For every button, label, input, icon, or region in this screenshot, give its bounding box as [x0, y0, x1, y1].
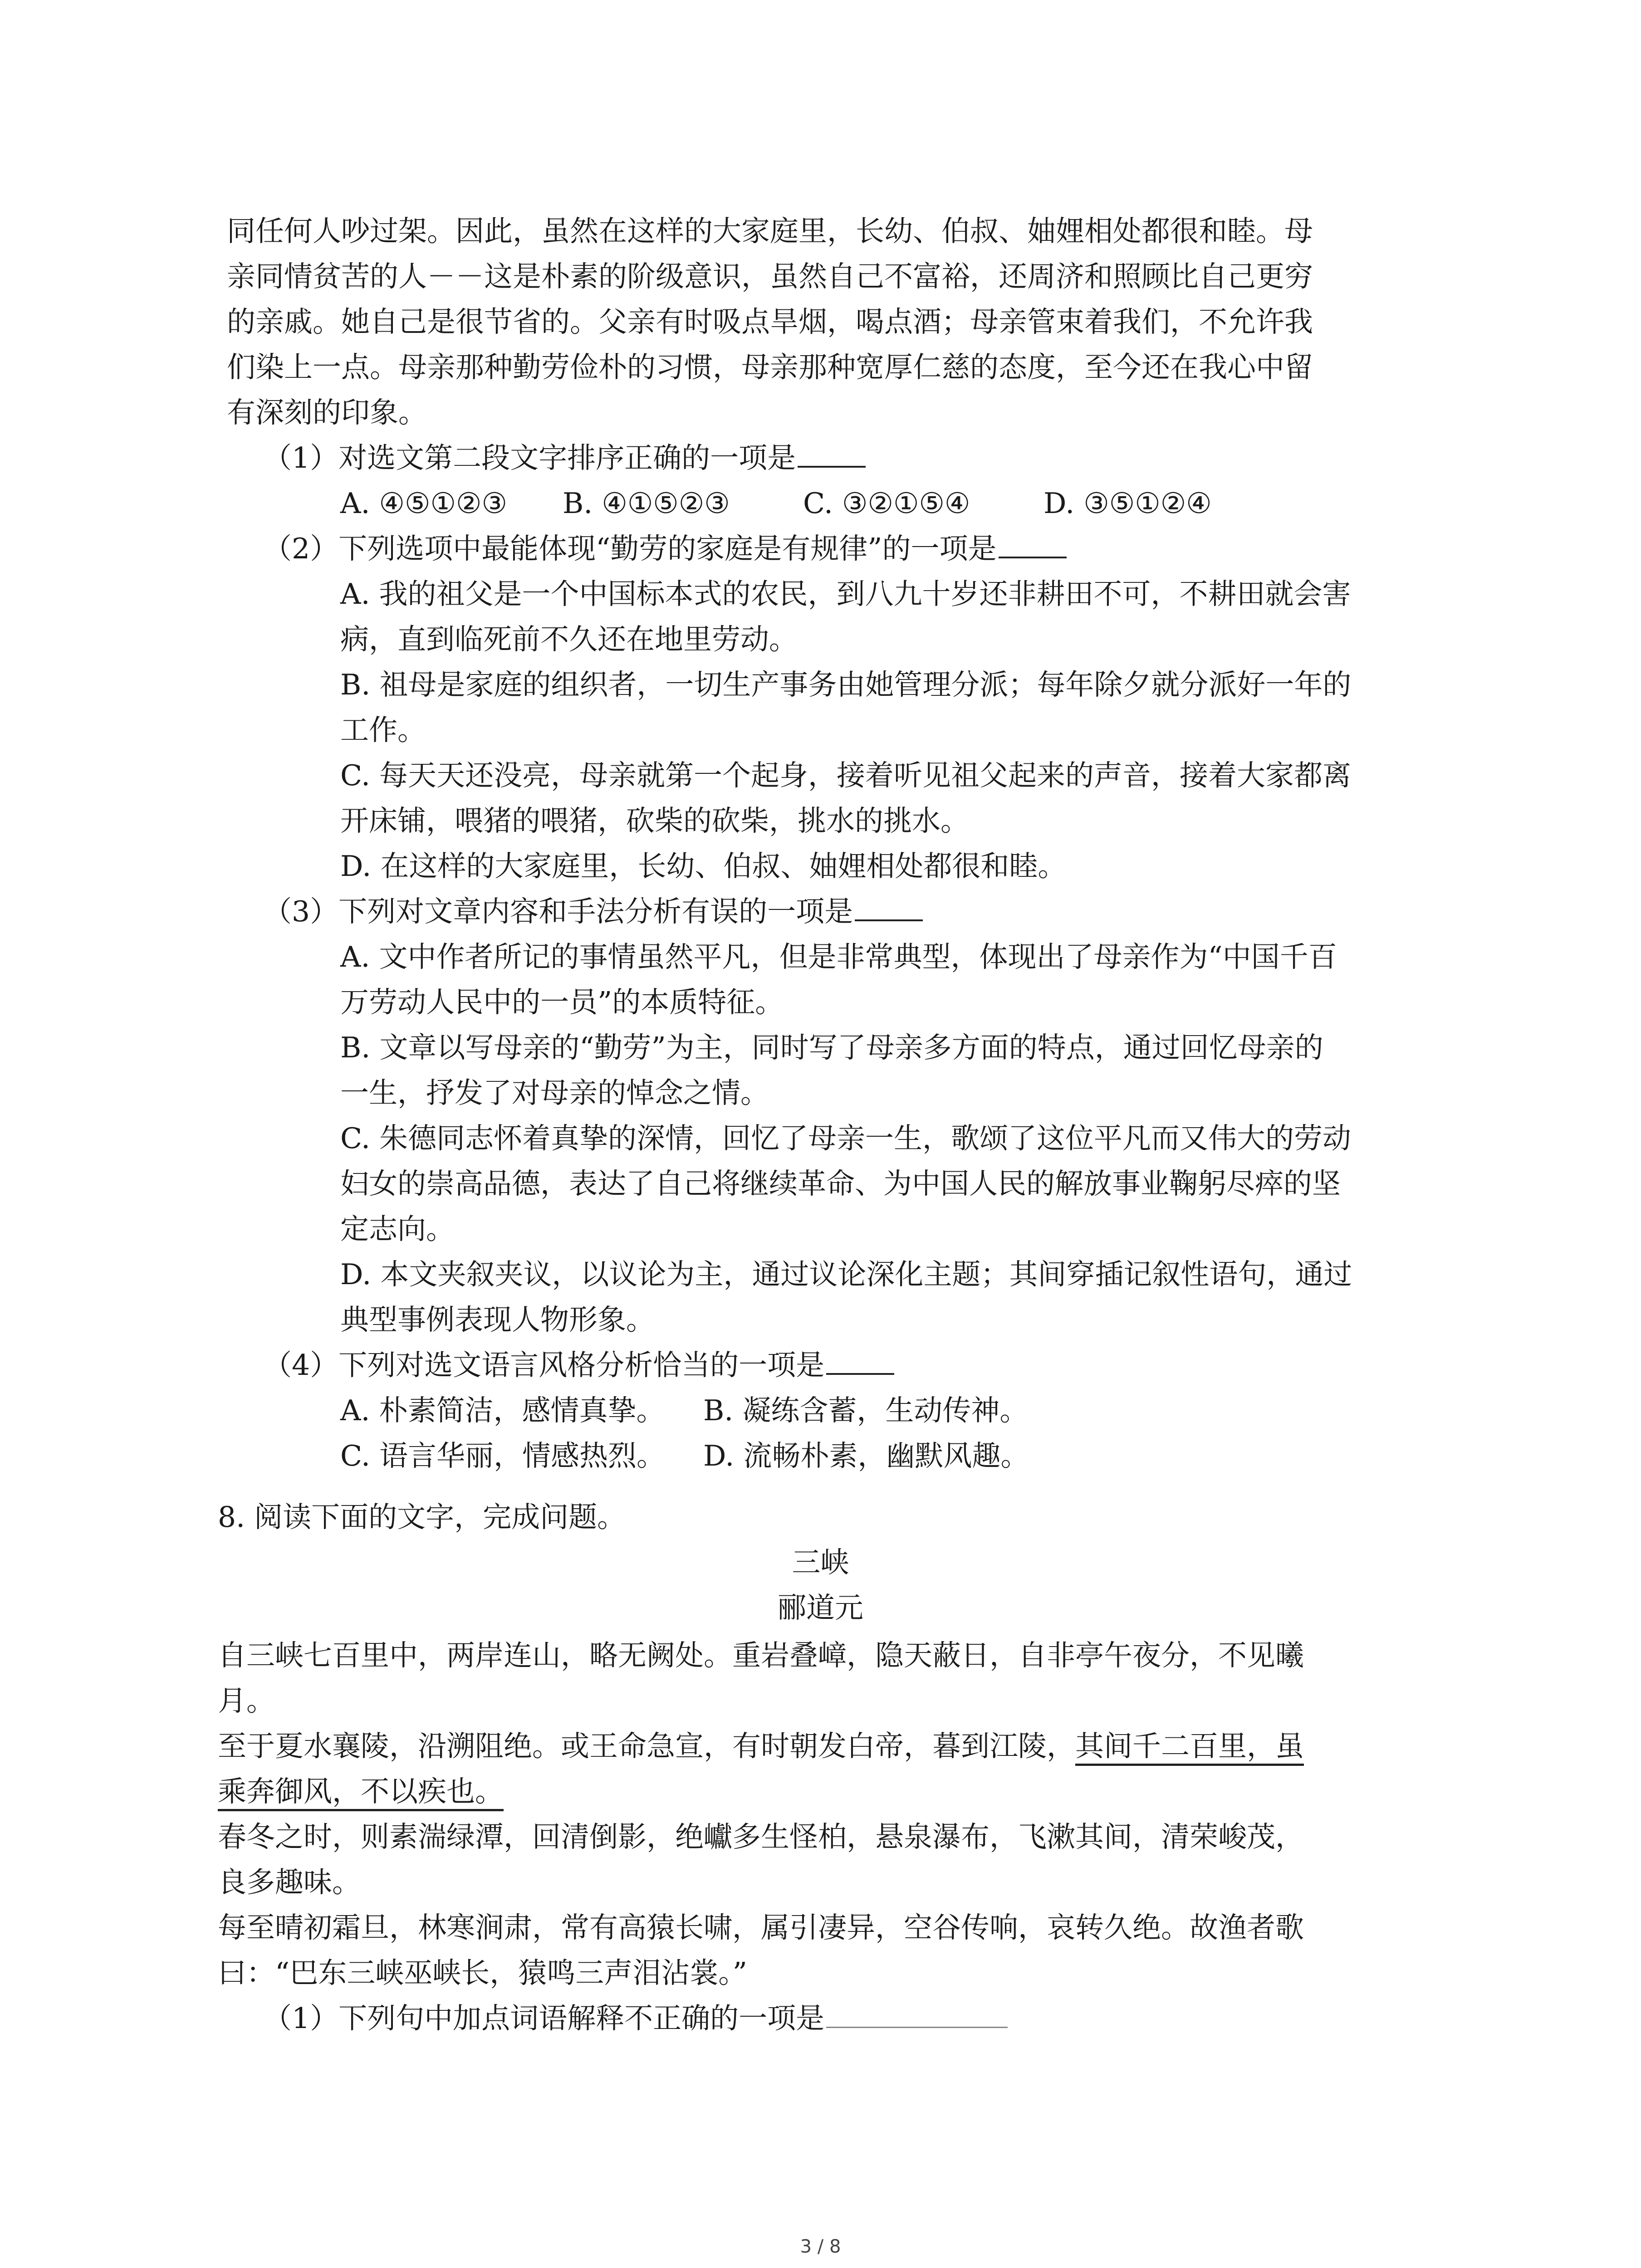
- option-a: A. 朴素简洁，感情真挚。: [340, 1394, 665, 1427]
- option-b: B. 凝练含蓄，生动传神。: [703, 1394, 1029, 1427]
- option-line: 典型事例表现人物形象。: [340, 1303, 655, 1336]
- answer-blank[interactable]: [999, 533, 1067, 558]
- option-line: C. 每天天还没亮，母亲就第一个起身，接着听见祖父起来的声音，接着大家都离: [340, 759, 1352, 792]
- answer-blank[interactable]: [826, 1349, 894, 1375]
- question-7-2: [263, 531, 1067, 567]
- question-stem: （3）下列对文章内容和手法分析有误的一项是: [263, 895, 853, 928]
- passage-line: 曰：“巴东三峡巫峡长，猿鸣三声泪沾裳。”: [218, 1956, 747, 1989]
- option-line: 妇女的崇高品德，表达了自己将继续革命、为中国人民的解放事业鞠躬尽瘁的坚: [340, 1167, 1341, 1200]
- option-line: A. 我的祖父是一个中国标本式的农民，到八九十岁还非耕田不可，不耕田就会害: [340, 577, 1351, 611]
- passage-line: 自三峡七百里中，两岸连山，略无阙处。重岩叠嶂，隐天蔽日，自非亭午夜分，不见曦: [218, 1639, 1304, 1672]
- option-line: D. 在这样的大家庭里，长幼、伯叔、妯娌相处都很和睦。: [340, 850, 1067, 883]
- underlined-sentence: 其间千二百里，虽: [1075, 1730, 1304, 1766]
- passage-line: 有深刻的印象。: [227, 396, 427, 429]
- question-stem: （1）下列句中加点词语解释不正确的一项是: [263, 2002, 825, 2035]
- passage-line: [218, 1774, 504, 1810]
- option-line: 开床铺，喂猪的喂猪，砍柴的砍柴，挑水的挑水。: [340, 804, 969, 837]
- option-line: B. 祖母是家庭的组织者，一切生产事务由她管理分派；每年除夕就分派好一年的: [340, 668, 1352, 701]
- option-b: B. ④①⑤②③: [563, 487, 730, 520]
- option-line: 工作。: [340, 714, 426, 747]
- passage-line: 们染上一点。母亲那种勤劳俭朴的习惯，母亲那种宽厚仁慈的态度，至今还在我心中留: [227, 351, 1313, 384]
- passage-line: 春冬之时，则素湍绿潭，回清倒影，绝巘多生怪柏，悬泉瀑布，飞漱其间，清荣峻茂，: [218, 1820, 1304, 1853]
- passage-line: 亲同情贫苦的人－－这是朴素的阶级意识，虽然自己不富裕，还周济和照顾比自己更穷: [227, 260, 1313, 293]
- question-8-1: [263, 2000, 1008, 2037]
- question-stem: （1）对选文第二段文字排序正确的一项是: [263, 441, 796, 474]
- option-d: D. 流畅朴素，幽默风趣。: [703, 1439, 1029, 1472]
- passage-author: 郦道元: [778, 1591, 863, 1624]
- option-line: 病，直到临死前不久还在地里劳动。: [340, 623, 798, 656]
- option-d: D. ③⑤①②④: [1043, 487, 1212, 520]
- option-line: 定志向。: [340, 1212, 455, 1246]
- answer-blank[interactable]: [826, 2003, 1008, 2028]
- option-line: D. 本文夹叙夹议，以议论为主，通过议论深化主题；其间穿插记叙性语句，通过: [340, 1258, 1352, 1291]
- question-8-intro: 8. 阅读下面的文字，完成问题。: [218, 1501, 626, 1534]
- passage-line: 同任何人吵过架。因此，虽然在这样的大家庭里，长幼、伯叔、妯娌相处都很和睦。母: [227, 215, 1313, 248]
- option-line: C. 朱德同志怀着真挚的深情，回忆了母亲一生，歌颂了这位平凡而又伟大的劳动: [340, 1122, 1352, 1155]
- option-line: B. 文章以写母亲的“勤劳”为主，同时写了母亲多方面的特点，通过回忆母亲的: [340, 1031, 1323, 1064]
- answer-blank[interactable]: [798, 442, 866, 468]
- options-row: [340, 485, 1212, 522]
- question-stem: （4）下列对选文语言风格分析恰当的一项是: [263, 1349, 825, 1382]
- question-7-3: [263, 894, 923, 930]
- passage-line: 的亲戚。她自己是很节省的。父亲有时吸点旱烟，喝点酒；母亲管束着我们，不允许我: [227, 305, 1313, 338]
- option-a: A. ④⑤①②③: [340, 487, 507, 520]
- option-line: A. 文中作者所记的事情虽然平凡，但是非常典型，体现出了母亲作为“中国千百: [340, 940, 1337, 973]
- passage-line: 良多趣味。: [218, 1866, 361, 1899]
- passage-line: 每至晴初霜旦，林寒涧肃，常有高猿长啸，属引凄异，空谷传响，哀转久绝。故渔者歌: [218, 1911, 1304, 1944]
- passage-line: 月。: [218, 1684, 275, 1717]
- options-row: [340, 1393, 1028, 1429]
- option-line: 一生，抒发了对母亲的悼念之情。: [340, 1076, 769, 1110]
- passage-text: 至于夏水襄陵，沿溯阻绝。或王命急宣，有时朝发白帝，暮到江陵，: [218, 1730, 1075, 1763]
- answer-blank[interactable]: [855, 896, 923, 921]
- underlined-sentence: 乘奔御风，不以疾也。: [218, 1775, 504, 1811]
- question-7-1: [263, 440, 866, 476]
- question-stem: （2）下列选项中最能体现“勤劳的家庭是有规律”的一项是: [263, 532, 997, 565]
- option-c: C. 语言华丽，情感热烈。: [340, 1439, 666, 1472]
- page-number: 3 / 8: [800, 2236, 841, 2257]
- passage-line: [218, 1728, 1304, 1765]
- option-line: 万劳动人民中的一员”的本质特征。: [340, 986, 784, 1019]
- option-c: C. ③②①⑤④: [803, 487, 970, 520]
- options-row: [340, 1438, 1029, 1474]
- question-7-4: [263, 1347, 894, 1383]
- passage-title: 三峡: [792, 1546, 849, 1579]
